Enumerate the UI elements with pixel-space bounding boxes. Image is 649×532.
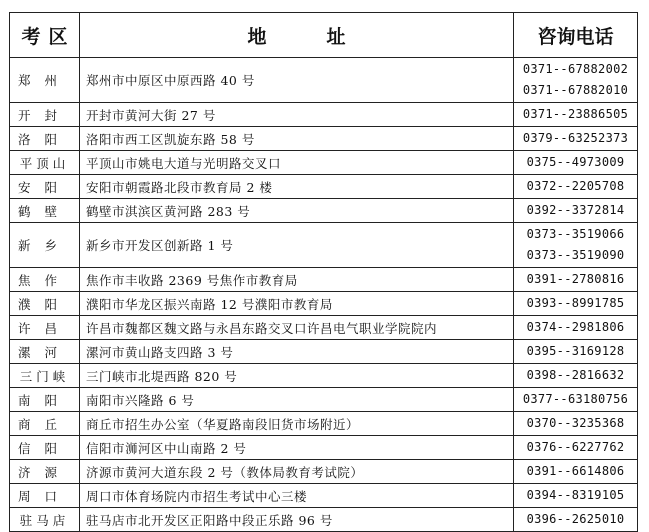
table-row: [10, 58, 638, 103]
area-cell: 开封: [10, 103, 80, 127]
address-cell: 焦作市丰收路 2369 号焦作市教育局: [80, 268, 514, 292]
table-row: [10, 292, 638, 316]
phone-cell: [514, 436, 638, 460]
exam-office-contact-table: [9, 12, 638, 532]
phone-number: 0373--3519090: [526, 248, 625, 262]
phone-number: 0375--4973009: [526, 155, 625, 169]
table-row: [10, 103, 638, 127]
phone-number: 0398--2816632: [526, 368, 625, 382]
phone-cell: [514, 388, 638, 412]
phone-cell: [514, 508, 638, 532]
address-cell: 济源市黄河大道东段 2 号（教体局教育考试院）: [80, 460, 514, 484]
table-row: [10, 199, 638, 223]
area-cell: 新乡: [10, 223, 80, 268]
phone-number: 0371--23886505: [522, 107, 629, 121]
area-cell: 郑州: [10, 58, 80, 103]
phone-cell: [514, 412, 638, 436]
phone-cell: [514, 292, 638, 316]
address-cell: 洛阳市西工区凯旋东路 58 号: [80, 127, 514, 151]
table-header-row: [10, 13, 638, 58]
phone-cell: [514, 103, 638, 127]
area-cell: 周口: [10, 484, 80, 508]
phone-number: 0396--2625010: [526, 512, 625, 526]
phone-number: 0371--67882010: [522, 83, 629, 97]
phone-cell: [514, 460, 638, 484]
phone-cell: [514, 484, 638, 508]
area-cell: 安阳: [10, 175, 80, 199]
address-cell: 三门峡市北堤西路 820 号: [80, 364, 514, 388]
address-cell: 周口市体育场院内市招生考试中心三楼: [80, 484, 514, 508]
area-cell: 许昌: [10, 316, 80, 340]
area-cell: 鹤壁: [10, 199, 80, 223]
phone-number: 0395--3169128: [526, 344, 625, 358]
phone-cell: [514, 127, 638, 151]
table-row: [10, 460, 638, 484]
table-row: [10, 412, 638, 436]
phone-number: 0373--3519066: [526, 227, 625, 241]
address-cell: 郑州市中原区中原西路 40 号: [80, 58, 514, 103]
phone-cell: [514, 223, 638, 268]
area-cell: 濮阳: [10, 292, 80, 316]
table-row: [10, 508, 638, 532]
table-row: [10, 151, 638, 175]
area-cell: 济源: [10, 460, 80, 484]
table-row: [10, 223, 638, 268]
phone-number: 0372--2205708: [526, 179, 625, 193]
area-cell: 平顶山: [10, 151, 80, 175]
header-area: 考区: [10, 13, 80, 58]
address-cell: 平顶山市姚电大道与光明路交叉口: [80, 151, 514, 175]
phone-number: 0392--3372814: [526, 203, 625, 217]
address-cell: 开封市黄河大街 27 号: [80, 103, 514, 127]
address-cell: 南阳市兴隆路 6 号: [80, 388, 514, 412]
table-body: [10, 58, 638, 532]
phone-number: 0370--3235368: [526, 416, 625, 430]
table-row: [10, 127, 638, 151]
phone-cell: [514, 268, 638, 292]
address-cell: 漯河市黄山路支四路 3 号: [80, 340, 514, 364]
phone-cell: [514, 316, 638, 340]
area-cell: 商丘: [10, 412, 80, 436]
address-cell: 驻马店市北开发区正阳路中段正乐路 96 号: [80, 508, 514, 532]
area-cell: 漯河: [10, 340, 80, 364]
phone-cell: [514, 199, 638, 223]
area-cell: 三门峡: [10, 364, 80, 388]
table-row: [10, 484, 638, 508]
phone-cell: [514, 364, 638, 388]
address-cell: 信阳市浉河区中山南路 2 号: [80, 436, 514, 460]
phone-number: 0374--2981806: [526, 320, 625, 334]
phone-number: 0391--6614806: [526, 464, 625, 478]
address-cell: 鹤壁市淇滨区黄河路 283 号: [80, 199, 514, 223]
header-phone: 咨询电话: [514, 13, 638, 58]
address-cell: 许昌市魏都区魏文路与永昌东路交叉口许昌电气职业学院院内: [80, 316, 514, 340]
address-cell: 商丘市招生办公室（华夏路南段旧货市场附近）: [80, 412, 514, 436]
phone-cell: [514, 175, 638, 199]
area-cell: 驻马店: [10, 508, 80, 532]
address-cell: 新乡市开发区创新路 1 号: [80, 223, 514, 268]
phone-number: 0377--63180756: [522, 392, 629, 406]
area-cell: 信阳: [10, 436, 80, 460]
phone-cell: [514, 340, 638, 364]
address-cell: 濮阳市华龙区振兴南路 12 号濮阳市教育局: [80, 292, 514, 316]
header-address: 地址: [80, 13, 514, 58]
phone-number: 0371--67882002: [522, 62, 629, 76]
phone-cell: [514, 58, 638, 103]
phone-cell: [514, 151, 638, 175]
table-row: [10, 364, 638, 388]
table-row: [10, 316, 638, 340]
phone-number: 0393--8991785: [526, 296, 625, 310]
table-row: [10, 268, 638, 292]
area-cell: 焦作: [10, 268, 80, 292]
table-row: [10, 436, 638, 460]
phone-number: 0376--6227762: [526, 440, 625, 454]
phone-number: 0391--2780816: [526, 272, 625, 286]
area-cell: 南阳: [10, 388, 80, 412]
table-row: [10, 175, 638, 199]
address-cell: 安阳市朝霞路北段市教育局 2 楼: [80, 175, 514, 199]
table-row: [10, 340, 638, 364]
table-row: [10, 388, 638, 412]
area-cell: 洛阳: [10, 127, 80, 151]
phone-number: 0394--8319105: [526, 488, 625, 502]
phone-number: 0379--63252373: [522, 131, 629, 145]
